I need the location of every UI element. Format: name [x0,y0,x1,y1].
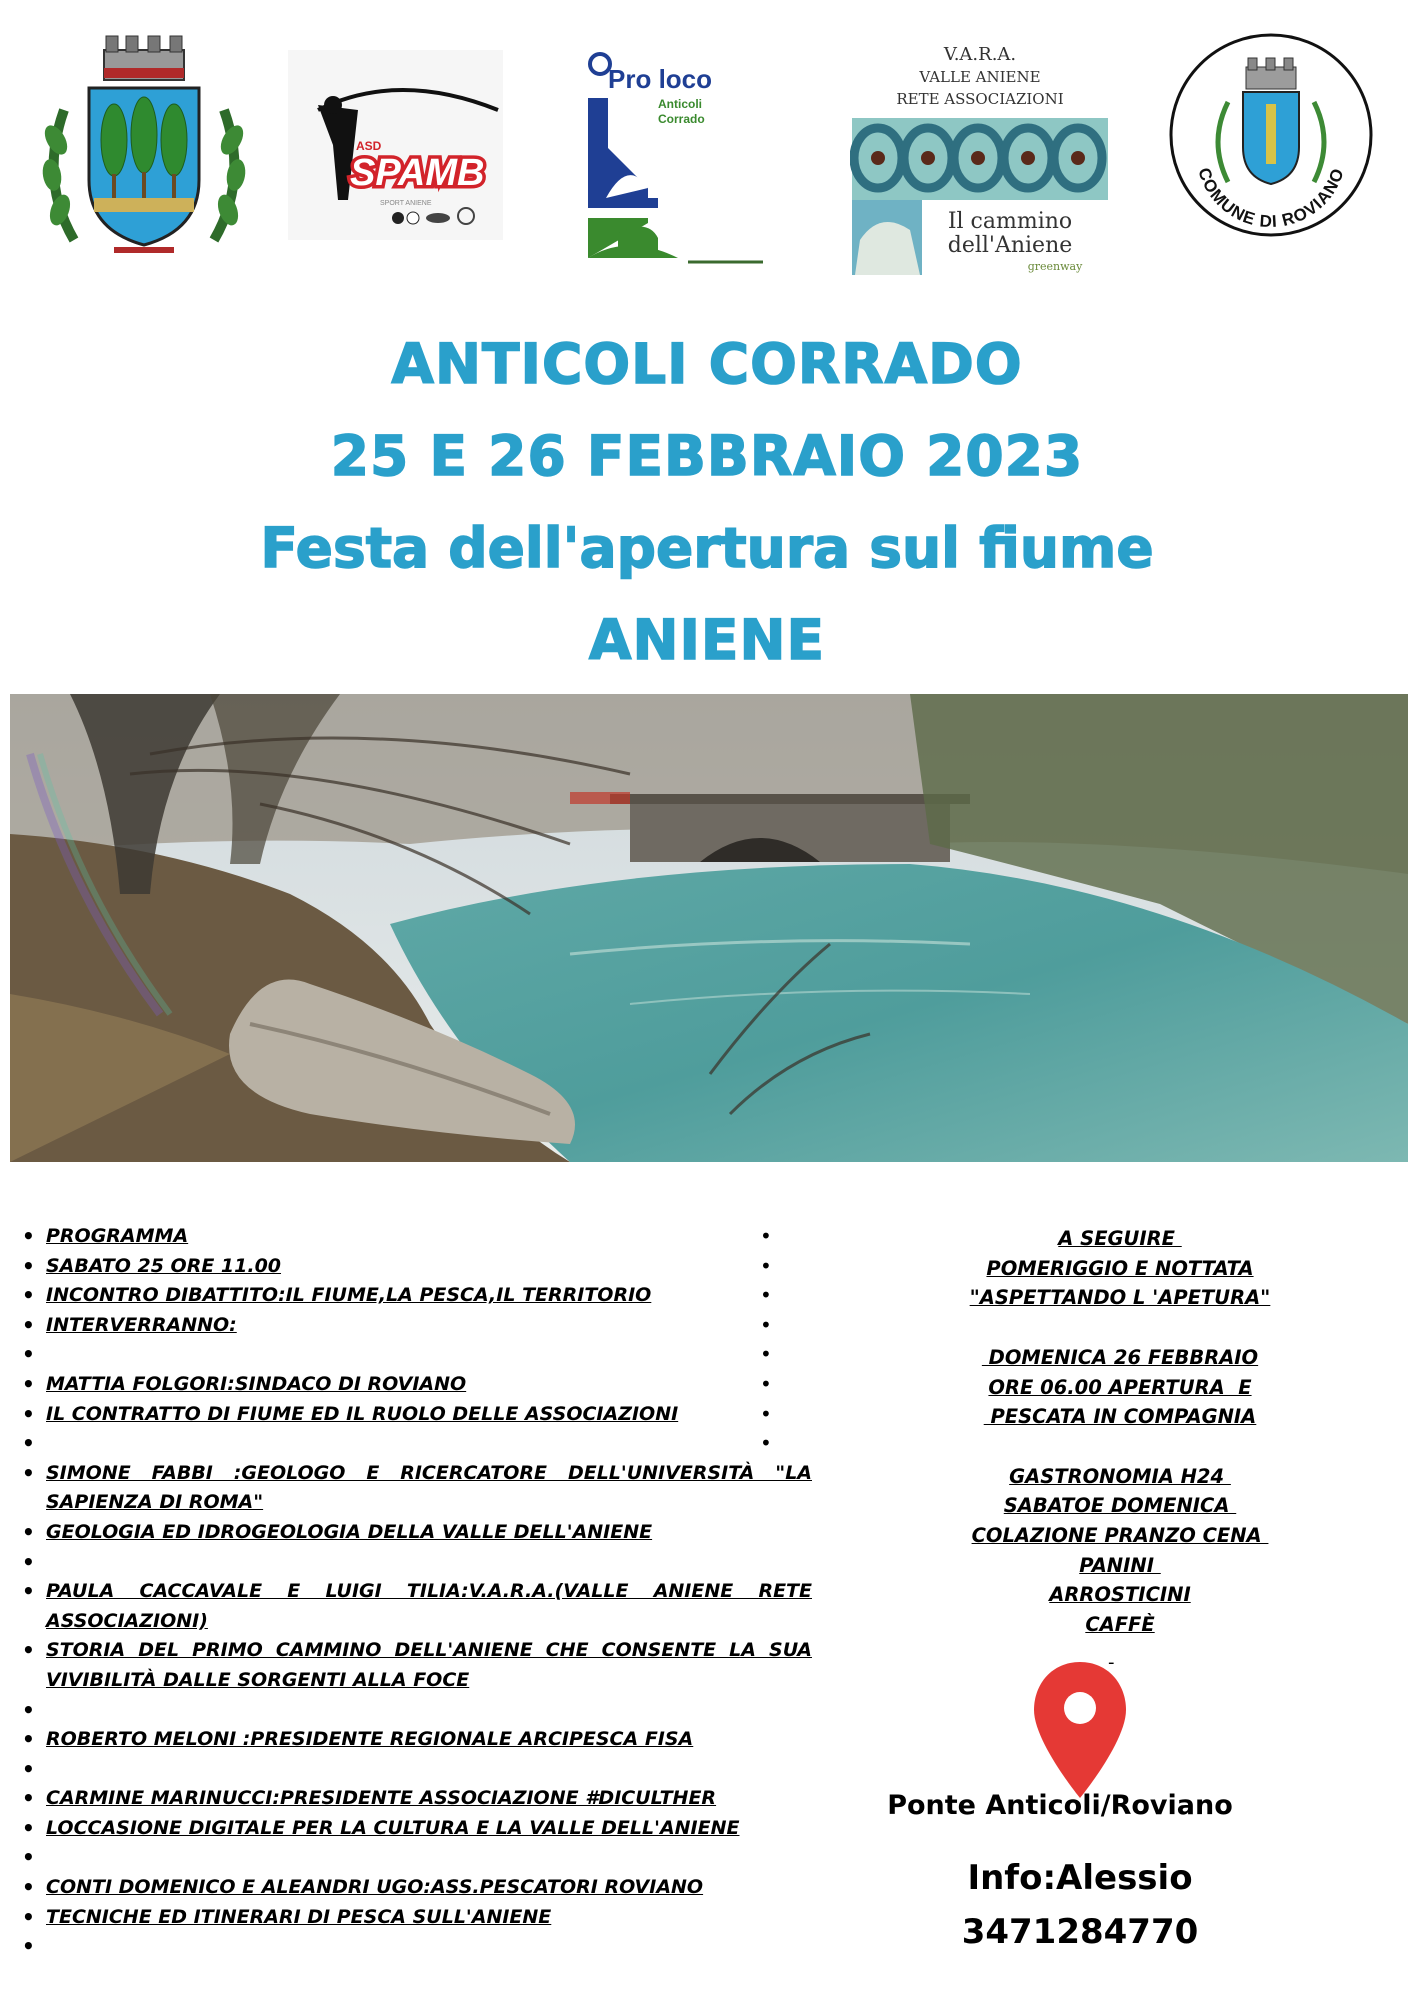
location-pin-icon [1030,1660,1130,1804]
schedule-line [930,1313,1310,1343]
schedule-line: ORE 06.00 APERTURA E [988,1375,1252,1399]
proloco-sub1-text: Anticoli [658,97,702,111]
program-item: • LOCCASIONE DIGITALE PER LA CULTURA E LA VALLE DELL'ANIENE [22,1814,812,1844]
anticoli-coat-of-arms-logo [34,30,254,274]
bullet-mark: • [760,1371,772,1396]
schedule-line: DOMENICA 26 FEBBRAIO [981,1345,1259,1369]
schedule-line [930,1432,1310,1462]
schedule-column [930,1224,1310,1640]
program-item [22,1843,812,1873]
program-item: • IL CONTRATTO DI FIUME ED IL RUOLO DELLE ASSOCIAZIONI [22,1400,812,1430]
proloco-anticoli-logo [588,48,768,272]
bullet-mark: • [760,1283,772,1308]
title-town: ANTICOLI CORRADO [391,332,1023,396]
program-item: • PROGRAMMA [22,1222,812,1252]
location-label: Ponte Anticoli/Roviano [887,1790,1233,1821]
spamb-sub-text: SPORT ANIENE [380,200,432,207]
program-item: • ROBERTO MELONI :PRESIDENTE REGIONALE ARCIPESCA FISA [22,1725,812,1755]
schedule-line: PANINI [1079,1553,1161,1577]
vara-line3-text: RETE ASSOCIAZIONI [896,90,1064,108]
program-item [22,1429,812,1459]
program-item: • STORIA DEL PRIMO CAMMINO DELL'ANIENE CHE CONSENTE LA SUA VIVIBILITÀ DALLE SORGENTI ALLA FOCE [22,1636,812,1695]
spamb-name-text: SPAMB [350,152,485,194]
vara-line6-text: greenway [1027,260,1083,273]
schedule-line: GASTRONOMIA H24 [1009,1464,1231,1488]
title-river: ANIENE [588,608,826,672]
middle-bullets [760,1222,772,1459]
pin-dash-text: - [1108,1652,1115,1673]
schedule-line: CAFFÈ [1085,1613,1155,1637]
schedule-line: SABATOE DOMENICA [1003,1494,1237,1518]
schedule-line: POMERIGGIO E NOTTATA [986,1256,1254,1280]
schedule-line: ARROSTICINI [1049,1583,1191,1607]
proloco-title-text: Pro loco [608,64,713,94]
comune-roviano-logo [1168,32,1374,242]
title-event: Festa dell'apertura sul fiume [260,516,1154,580]
program-item: • CARMINE MARINUCCI:PRESIDENTE ASSOCIAZIONE #DICULTHER [22,1784,812,1814]
program-item: • CONTI DOMENICO E ALEANDRI UGO:ASS.PESCATORI ROVIANO [22,1873,812,1903]
proloco-sub2-text: Corrado [658,112,705,126]
program-item [22,1548,812,1578]
program-item [22,1696,812,1726]
program-item: • SABATO 25 ORE 11.00 [22,1252,812,1282]
vara-line4-text: Il cammino [947,209,1073,234]
schedule-line: A SEGUIRE [1058,1227,1182,1250]
event-title-block [0,318,1414,686]
program-item [22,1932,812,1962]
vara-line2-text: VALLE ANIENE [919,68,1041,86]
program-item [22,1340,812,1370]
schedule-line: "ASPETTANDO L 'APETURA" [969,1286,1271,1310]
program-item [22,1755,812,1785]
program-item: • TECNICHE ED ITINERARI DI PESCA SULL'ANIENE [22,1903,812,1933]
vara-line1-text: V.A.R.A. [943,44,1017,65]
schedule-line: COLAZIONE PRANZO CENA [971,1524,1269,1547]
title-dates: 25 E 26 FEBBRAIO 2023 [330,424,1084,488]
bullet-mark: • [760,1253,772,1278]
vara-line5-text: dell'Aniene [947,233,1073,258]
bullet-mark: • [760,1342,772,1367]
spamb-asd-text: ASD [356,139,382,153]
schedule-line: PESCATA IN COMPAGNIA [983,1405,1257,1429]
vara-logo [850,40,1110,284]
bullet-mark: • [760,1224,772,1248]
program-item: • INTERVERRANNO: [22,1311,812,1341]
program-list [22,1222,812,1962]
roviano-label-text: COMUNE DI ROVIANO [1194,165,1348,232]
info-phone: 3471284770 [961,1912,1199,1952]
info-contact-name: Info:Alessio [967,1858,1193,1898]
program-item: • SIMONE FABBI :GEOLOGO E RICERCATORE DELL'UNIVERSITÀ "LA SAPIENZA DI ROMA" [22,1459,812,1518]
program-item: • MATTIA FOLGORI:SINDACO DI ROVIANO [22,1370,812,1400]
bullet-mark: • [760,1312,772,1337]
river-photo [10,694,1408,1162]
bullet-mark: • [760,1401,772,1426]
asd-spamb-logo [288,50,503,244]
bullet-mark: • [760,1431,772,1456]
program-item: • GEOLOGIA ED IDROGEOLOGIA DELLA VALLE DELL'ANIENE [22,1518,812,1548]
program-item: • INCONTRO DIBATTITO:IL FIUME,LA PESCA,IL TERRITORIO [22,1281,812,1311]
program-item: • PAULA CACCAVALE E LUIGI TILIA:V.A.R.A.(VALLE ANIENE RETE ASSOCIAZIONI) [22,1577,812,1636]
